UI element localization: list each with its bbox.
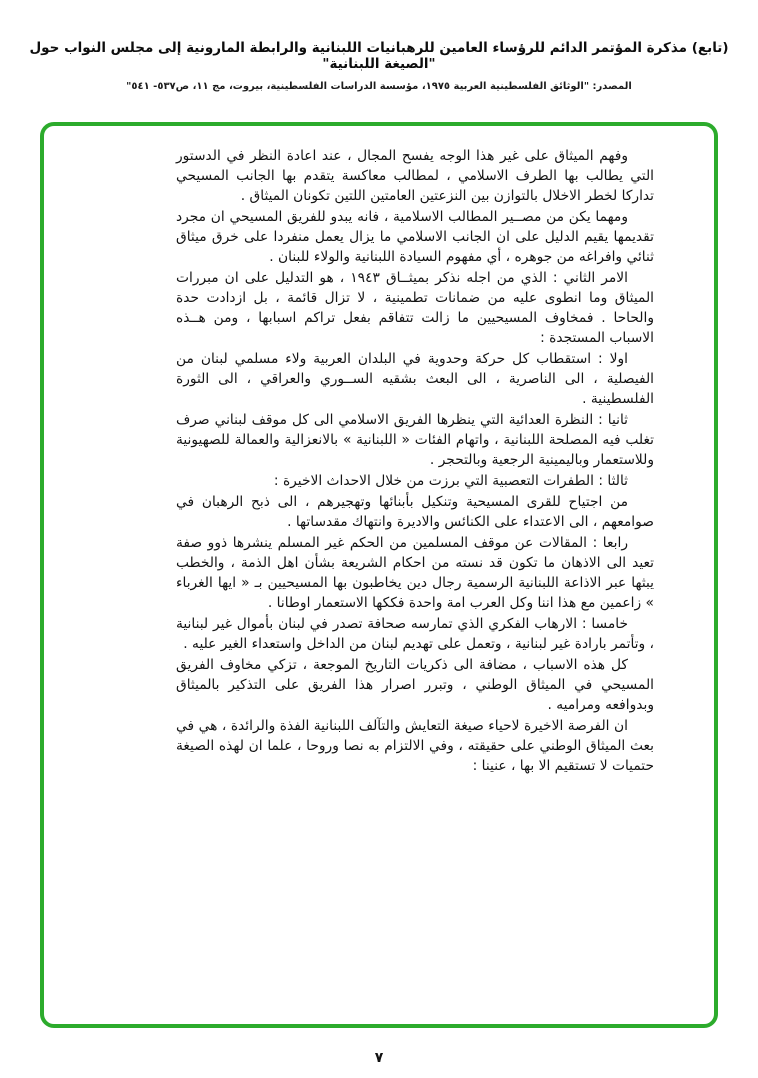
paragraph: من اجتياح للقرى المسيحية وتنكيل بأبنائها وتهجيرهم ، الى ذبح الرهبان في صوامعهم ، الى الاعتداء على الكنائس والاديرة وانتهاك مقدساتها . [176,494,654,530]
paragraph: ثانيا : النظرة العدائية التي ينظرها الفريق الاسلامي الى كل موقف لبناني صرف تغلب فيه المصلحة اللبنانية ، واتهام الفئات « اللبنانية » بالانعزالية والعمالة للصهيونية وللاستعمار وباليمينية الرجعية وبالتحجر . [176,412,654,468]
paragraph: خامسا : الارهاب الفكري الذي تمارسه صحافة تصدر في لبنان بأموال غير لبنانية ، وتأتمر بارادة غير لبنانية ، وتعمل على تهديم لبنان من الداخل واستعداء الغير عليه . [176,616,654,652]
paragraph: الامر الثاني : الذي من اجله نذكر بميثــاق ١٩٤٣ ، هو التدليل على ان مبررات الميثاق وما انطوى عليه من ضمانات تطمينية ، لا تزال قائمة ، بل ازدادت حدة والحاحا . فمخاوف المسيحيين ما زالت تتفاقم بفعل تراكم اسبابها ، ومن هــذه الاسباب المستجدة : [176,270,654,346]
paragraph: وفهم الميثاق على غير هذا الوجه يفسح المجال ، عند اعادة النظر في الدستور التي يطالب بها الطرف الاسلامي ، لمطالب معاكسة يتقدم بها الجانب المسيحي تداركا لخطر الاخلال بالتوازن بين النزعتين العامتين اللتين تكونان الميثاق . [176,148,654,204]
paragraph: ثالثا : الطفرات التعصبية التي برزت من خلال الاحداث الاخيرة : [273,473,628,489]
paragraph: رابعا : المقالات عن موقف المسلمين من الحكم غير المسلم ينشرها ذوو صفة تعيد الى الاذهان ما تكون قد نسته من احكام الشريعة بشأن اهل الذمة ، والخطب يبثها عبر الاذاعة اللبنانية الرسمية رجال دين يخاطبون بها المسيحيين بـ « ايها الغرباء » زاعمين مع هذا اننا وكل العرب امة واحدة فككها الاستعمار اوطانا . [176,535,654,611]
page-number: ٧ [374,1050,384,1066]
paragraph: كل هذه الاسباب ، مضافة الى ذكريات التاريخ الموجعة ، تزكي مخاوف الفريق المسيحي في الميثاق الوطني ، وتبرر اصرار هذا الفريق على التذكير بالميثاق وبدوافعه ومراميه . [176,657,654,713]
document-title: (تابع) مذكرة المؤتمر الدائم للرؤساء العامين للرهبانيات اللبنانية والرابطة المارونية إلى مجلس النواب حول "الصيغة اللبنانية" [29,40,729,72]
source-citation: المصدر: "الوثائق الفلسطينية العربية ١٩٧٥، مؤسسة الدراسات الفلسطينية، بيروت، مج ١١، ص٥٣٧- ٥٤١" [126,81,632,92]
document-header [0,40,758,92]
paragraph: ان الفرصة الاخيرة لاحياء صيغة التعايش والتآلف اللبنانية الفذة والرائدة ، هي في بعث الميثاق الوطني على حقيقته ، وفي الالتزام به نصا وروحا ، علما ان لهذه الصيغة حتميات لا تستقيم الا بها ، عنينا : [176,718,654,774]
content-border-box [40,122,718,1028]
document-body [176,146,654,777]
paragraph: اولا : استقطاب كل حركة وحدوية في البلدان العربية ولاء مسلمي لبنان من الفيصلية ، الى الناصرية ، الى البعث بشقيه الســوري والعراقي ، الى الثورة الفلسطينية . [176,351,654,407]
paragraph: ومهما يكن من مصــير المطالب الاسلامية ، فانه يبدو للفريق المسيحي ان مجرد تقديمها يقيم الدليل على ان الجانب الاسلامي ما يزال يعمل منفردا على خرق ميثاق ثنائي وافراغه من جوهره ، أي مفهوم السيادة اللبنانية والولاء للبنان . [176,209,654,265]
